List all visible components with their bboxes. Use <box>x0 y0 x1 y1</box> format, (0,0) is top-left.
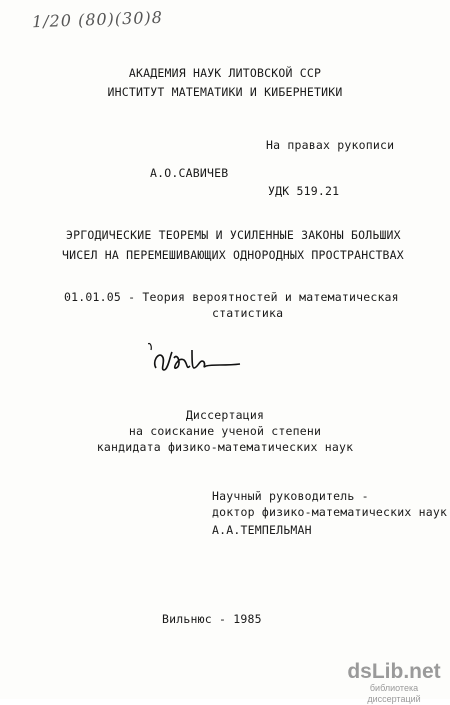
watermark-logo: dsLib.net <box>347 660 441 683</box>
degree-line2: кандидата физико-математических наук <box>96 440 354 454</box>
specialty-line2: статистика <box>212 306 284 320</box>
specialty-line1: 01.01.05 - Теория вероятностей и математическая <box>64 290 399 304</box>
udc-code: УДК 519.21 <box>268 184 340 198</box>
dslib-watermark <box>344 660 444 704</box>
library-stamp: 1/20 (80)(30)8 <box>31 7 164 32</box>
watermark-subtitle: библиотека диссертаций <box>367 683 421 704</box>
thesis-title-line2: ЧИСЕЛ НА ПЕРЕМЕШИВАЮЩИХ ОДНОРОДНЫХ ПРОСТРАНСТВАХ <box>62 248 404 262</box>
advisor-degree: доктор физико-математических наук <box>212 505 448 519</box>
thesis-title-line1: ЭРГОДИЧЕСКИЕ ТЕОРЕМЫ И УСИЛЕННЫЕ ЗАКОНЫ БОЛЬШИХ <box>66 228 401 242</box>
rights-note: На правах рукописи <box>266 138 395 152</box>
degree-line1: на соискание ученой степени <box>128 424 322 438</box>
signature <box>148 340 248 380</box>
dissertation-label: Диссертация <box>185 408 265 422</box>
city-year: Вильнюс - 1985 <box>162 612 262 626</box>
academy-heading: АКАДЕМИЯ НАУК ЛИТОВСКОЙ ССР <box>128 66 322 80</box>
advisor-name: А.А.ТЕМПЕЛЬМАН <box>212 523 312 537</box>
advisor-label: Научный руководитель - <box>212 489 369 503</box>
institute-heading: ИНСТИТУТ МАТЕМАТИКИ И КИБЕРНЕТИКИ <box>107 85 343 99</box>
author-name: А.О.САВИЧЕВ <box>150 166 229 180</box>
